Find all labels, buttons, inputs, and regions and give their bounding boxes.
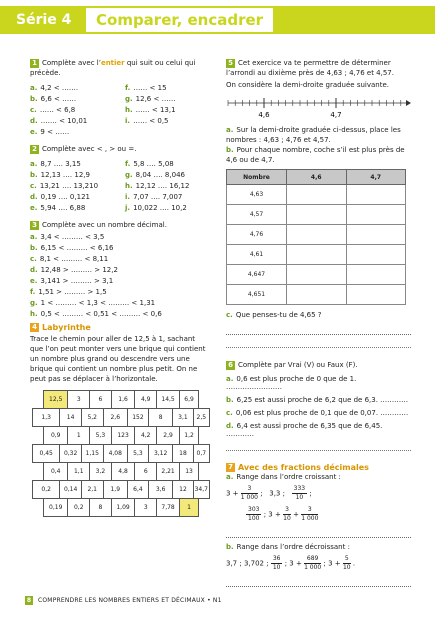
brick[interactable]: 12,5 bbox=[44, 391, 68, 409]
exercise-2-items bbox=[30, 157, 210, 215]
table-header: 4,7 bbox=[346, 170, 406, 185]
brick[interactable]: 3,12 bbox=[148, 445, 172, 463]
brick[interactable]: 3,1 bbox=[173, 409, 193, 427]
brick[interactable]: 0,7 bbox=[193, 445, 209, 463]
item-letter: c. bbox=[30, 106, 37, 114]
exercise-item bbox=[30, 160, 115, 168]
brick[interactable]: 6 bbox=[135, 463, 157, 481]
table-row bbox=[227, 185, 406, 205]
brick[interactable]: 7,78 bbox=[157, 499, 180, 517]
brick[interactable]: 1 bbox=[180, 499, 199, 517]
brick[interactable]: 0,32 bbox=[60, 445, 82, 463]
item-text: 12,48 > ……… > 12,2 bbox=[40, 266, 118, 274]
item-letter: h. bbox=[125, 182, 133, 190]
exercise-item bbox=[125, 182, 210, 190]
item-text: 0,06 est plus proche de 0,1 que de 0,07. ………… bbox=[235, 409, 409, 417]
page-title: Comparer, encadrer bbox=[86, 8, 273, 32]
answer-line bbox=[226, 326, 411, 335]
item-letter: h. bbox=[125, 106, 133, 114]
item-letter: c. bbox=[30, 255, 37, 263]
item-text: 9 < …… bbox=[40, 128, 70, 136]
exercise-number: 4 bbox=[30, 323, 39, 332]
exercise-4-title: Labyrinthe bbox=[42, 323, 91, 332]
tick-label-left: 4,6 bbox=[258, 111, 270, 119]
exercise-item bbox=[30, 128, 115, 136]
exercise-4 bbox=[30, 323, 210, 517]
question-c: Que penses-tu de 4,65 ? bbox=[235, 311, 322, 319]
separator bbox=[226, 347, 411, 348]
item-letter: b. bbox=[30, 95, 38, 103]
footer-text: COMPRENDRE LES NOMBRES ENTIERS ET DÉCIMAUX • N1 bbox=[38, 597, 222, 604]
brick[interactable]: 5,3 bbox=[127, 445, 148, 463]
item-text: 8,04 …. 8,046 bbox=[135, 171, 185, 179]
exercise-item bbox=[125, 171, 210, 179]
exercise-4-text: Trace le chemin pour aller de 12,5 à 1, sachant que l’on peut monter vers une brique qui contient un nombre plus grand ou descendre vers une brique qui contient un nombre plus petit. On ne peut pas se déplacer à l’horizontale. bbox=[30, 335, 206, 383]
question-a: Sur la demi-droite graduée ci-dessus, place les nombres : 4,63 ; 4,76 et 4,57. bbox=[226, 126, 401, 144]
exercise-item bbox=[30, 255, 210, 263]
item-letter: h. bbox=[30, 310, 38, 318]
item-letter: c. bbox=[226, 409, 233, 417]
proximity-table bbox=[226, 169, 406, 305]
item-letter: e. bbox=[30, 204, 38, 212]
question-a: Range dans l’ordre croissant : bbox=[236, 473, 341, 481]
brick[interactable]: 1,15 bbox=[81, 445, 103, 463]
brick[interactable]: 1,6 bbox=[111, 391, 135, 409]
exercise-item bbox=[30, 266, 210, 274]
item-text: 12,12 …. 16,12 bbox=[135, 182, 190, 190]
brick[interactable]: 2,1 bbox=[81, 481, 103, 499]
brick[interactable]: 8 bbox=[90, 499, 112, 517]
croissant-terms: 3 + $\frac{3}{1 000}$ ; 3,3 ; $\frac{333}{10}$ ; bbox=[226, 485, 312, 501]
exercise-item bbox=[125, 117, 210, 125]
exercise-2 bbox=[30, 144, 210, 215]
brick[interactable]: 0,2 bbox=[68, 499, 90, 517]
number-cell: 4,647 bbox=[227, 265, 287, 285]
item-letter: b. bbox=[30, 244, 38, 252]
item-letter: g. bbox=[125, 95, 133, 103]
item-letter: a. bbox=[226, 375, 234, 383]
check-cell-4-7[interactable] bbox=[346, 265, 406, 285]
exercise-6 bbox=[226, 360, 411, 438]
check-cell-4-7[interactable] bbox=[346, 245, 406, 265]
item-letter: i. bbox=[125, 117, 131, 125]
decroissant-terms: 3,7 ; 3,702 ; $\frac{36}{10}$ ; 3 + $\frac{689}{1 000}$ ; 3 + $\frac{5}{10}$ . bbox=[226, 555, 356, 571]
brick[interactable]: 3 bbox=[68, 391, 90, 409]
check-cell-4-6[interactable] bbox=[287, 205, 347, 225]
tick-label-right: 4,7 bbox=[330, 111, 342, 119]
item-letter: j. bbox=[125, 204, 131, 212]
exercise-item bbox=[125, 160, 210, 168]
brick[interactable]: 2,21 bbox=[157, 463, 180, 481]
brick[interactable]: 12 bbox=[173, 481, 193, 499]
exercise-item bbox=[30, 277, 210, 285]
item-text: 12,13 …. 12,9 bbox=[40, 171, 90, 179]
brick[interactable]: 1,1 bbox=[68, 463, 90, 481]
number-cell: 4,57 bbox=[227, 205, 287, 225]
exercise-2-instruction: Complète avec < , > ou =. bbox=[42, 145, 137, 153]
item-text: 13,21 …. 13,210 bbox=[39, 182, 99, 190]
brick[interactable]: 152 bbox=[127, 409, 148, 427]
brick[interactable]: 14 bbox=[60, 409, 82, 427]
brick[interactable]: 14,5 bbox=[157, 391, 180, 409]
brick[interactable]: 0,14 bbox=[60, 481, 82, 499]
item-text: 7,07 …. 7,007 bbox=[133, 193, 183, 201]
brick[interactable]: 0,9 bbox=[44, 427, 68, 445]
check-cell-4-6[interactable] bbox=[287, 265, 347, 285]
number-cell: 4,63 bbox=[227, 185, 287, 205]
number-cell: 4,651 bbox=[227, 285, 287, 305]
brick[interactable]: 5,2 bbox=[81, 409, 103, 427]
item-letter: f. bbox=[125, 160, 131, 168]
page-footer bbox=[25, 596, 222, 605]
item-text: 6,15 < ……… < 6,16 bbox=[40, 244, 114, 252]
number-line bbox=[226, 93, 411, 123]
brick[interactable]: 4,8 bbox=[111, 463, 135, 481]
item-text: 8,7 …. 3,15 bbox=[40, 160, 81, 168]
series-label: Série 4 bbox=[10, 10, 77, 30]
table-row bbox=[227, 265, 406, 285]
exercise-item bbox=[30, 288, 210, 296]
item-text: …… < 15 bbox=[133, 84, 167, 92]
check-cell-4-7[interactable] bbox=[346, 185, 406, 205]
brick[interactable]: 6 bbox=[90, 391, 112, 409]
item-text: 3,141 > ……… > 3,1 bbox=[40, 277, 114, 285]
answer-line bbox=[226, 529, 411, 538]
brick[interactable]: 2,9 bbox=[157, 427, 180, 445]
exercise-item bbox=[30, 244, 210, 252]
exercise-item bbox=[125, 95, 210, 103]
brick[interactable]: 2,5 bbox=[193, 409, 209, 427]
item-text: 5,8 …. 5,08 bbox=[133, 160, 174, 168]
brick[interactable]: 13 bbox=[180, 463, 199, 481]
check-cell-4-6[interactable] bbox=[287, 225, 347, 245]
exercise-1-items bbox=[30, 81, 210, 139]
exercise-number: 3 bbox=[30, 221, 39, 230]
brick[interactable]: 0,19 bbox=[44, 499, 68, 517]
item-letter: d. bbox=[30, 117, 38, 125]
left-column bbox=[30, 58, 210, 522]
brick[interactable]: 0,2 bbox=[33, 481, 60, 499]
item-letter: a. bbox=[30, 233, 38, 241]
number-line-intro: On considère la demi-droite graduée suivante. bbox=[226, 81, 390, 89]
item-letter: b. bbox=[226, 396, 234, 404]
item-letter: e. bbox=[30, 128, 38, 136]
item-letter: a. bbox=[30, 160, 38, 168]
separator bbox=[226, 450, 411, 451]
exercise-item bbox=[125, 204, 210, 212]
item-text: …… < 6,8 bbox=[39, 106, 76, 114]
brick[interactable]: 4,9 bbox=[135, 391, 157, 409]
number-cell: 4,76 bbox=[227, 225, 287, 245]
exercise-item bbox=[30, 95, 115, 103]
item-letter: f. bbox=[125, 84, 131, 92]
brick[interactable]: 3,6 bbox=[148, 481, 172, 499]
exercise-item bbox=[30, 193, 115, 201]
exercise-3-instruction: Complète avec un nombre décimal. bbox=[42, 221, 167, 229]
item-text: 1 < ……… < 1,3 < ……… < 1,31 bbox=[40, 299, 156, 307]
exercise-7-title: Avec des fractions décimales bbox=[238, 463, 369, 472]
item-text: 6,25 est aussi proche de 6,2 que de 6,3. ………… bbox=[236, 396, 409, 404]
item-text: …… < 13,1 bbox=[135, 106, 176, 114]
right-column bbox=[226, 58, 411, 592]
item-letter: b. bbox=[30, 171, 38, 179]
item-text: 6,6 < …… bbox=[40, 95, 77, 103]
item-letter: g. bbox=[125, 171, 133, 179]
exercise-item bbox=[30, 106, 115, 114]
brick[interactable]: 6,4 bbox=[127, 481, 148, 499]
table-header: 4,6 bbox=[287, 170, 347, 185]
answer-line bbox=[226, 578, 411, 587]
brick[interactable]: 1,09 bbox=[111, 499, 135, 517]
item-letter: a. bbox=[30, 84, 38, 92]
item-letter: f. bbox=[30, 288, 36, 296]
item-text: 10,022 …. 10,2 bbox=[133, 204, 187, 212]
brick[interactable]: 3,2 bbox=[90, 463, 112, 481]
item-text: 4,2 < ……. bbox=[40, 84, 79, 92]
exercise-item bbox=[30, 233, 210, 241]
item-text: 5,94 …. 6,88 bbox=[40, 204, 86, 212]
exercise-item bbox=[226, 396, 411, 404]
brick[interactable]: 8 bbox=[148, 409, 172, 427]
exercise-item bbox=[226, 422, 411, 438]
item-text: 8,1 < ……… < 8,11 bbox=[39, 255, 109, 263]
item-letter: e. bbox=[30, 277, 38, 285]
table-row bbox=[227, 245, 406, 265]
exercise-5-instruction: Cet exercice va te permettre de déterminer l’arrondi au dixième près de 4,63 ; 4,76 et 4,57. bbox=[226, 59, 394, 77]
brick[interactable]: 123 bbox=[111, 427, 135, 445]
exercise-item bbox=[30, 171, 115, 179]
exercise-item bbox=[30, 204, 115, 212]
item-text: 6,4 est aussi proche de 6,35 que de 6,45. ………… bbox=[226, 422, 383, 438]
brick[interactable]: 18 bbox=[173, 445, 193, 463]
brick[interactable]: 4,08 bbox=[103, 445, 127, 463]
exercise-item bbox=[30, 117, 115, 125]
exercise-number: 7 bbox=[226, 463, 235, 472]
item-text: 0,5 < ……… < 0,51 < ……… < 0,6 bbox=[40, 310, 162, 318]
exercise-item bbox=[30, 84, 115, 92]
exercise-7: 7 Avec des fractions décimales a. Range dans l’ordre croissant : 3 + $\frac{3}{1 000}$ ; 3,3 ; $\frac{333}{10}$ ; $\frac{303}{100}$ ; 3 + $\frac{3}{10}$ + $\frac{3}{1 000}$ b. Range dans l’ordre décroissant : 3,7 ; 3,702 ; $\frac{36}{10}$ ; 3 + $\frac{689}{1 000}$ ; 3 + $\frac{5}{10}$ . bbox=[226, 463, 411, 587]
number-cell: 4,61 bbox=[227, 245, 287, 265]
check-cell-4-6[interactable] bbox=[287, 185, 347, 205]
exercise-number: 6 bbox=[226, 361, 235, 370]
brick[interactable]: 2,6 bbox=[103, 409, 127, 427]
item-letter: g. bbox=[30, 299, 38, 307]
exercise-1 bbox=[30, 58, 210, 139]
croissant-terms-2: $\frac{303}{100}$ ; 3 + $\frac{3}{10}$ + $\frac{3}{1 000}$ bbox=[248, 506, 319, 522]
question-b: Range dans l’ordre décroissant : bbox=[236, 543, 350, 551]
brick[interactable]: 0,45 bbox=[33, 445, 60, 463]
item-letter: d. bbox=[30, 266, 38, 274]
item-letter: d. bbox=[226, 422, 234, 430]
brick[interactable]: 6,9 bbox=[180, 391, 199, 409]
item-letter: i. bbox=[125, 193, 131, 201]
check-cell-4-7[interactable] bbox=[346, 225, 406, 245]
check-cell-4-7[interactable] bbox=[346, 205, 406, 225]
brick[interactable]: 1,3 bbox=[33, 409, 60, 427]
check-cell-4-6[interactable] bbox=[287, 245, 347, 265]
item-text: 3,4 < ……… < 3,5 bbox=[40, 233, 105, 241]
check-cell-4-7[interactable] bbox=[346, 285, 406, 305]
exercise-6-items bbox=[226, 375, 411, 438]
exercise-6-instruction: Complète par Vrai (V) ou Faux (F). bbox=[238, 361, 358, 369]
item-text: 0,19 …. 0,121 bbox=[40, 193, 90, 201]
item-text: …… < 0,5 bbox=[133, 117, 169, 125]
exercise-number: 5 bbox=[226, 59, 235, 68]
item-text: 1,51 > ……… > 1,5 bbox=[38, 288, 107, 296]
exercise-item bbox=[30, 182, 115, 190]
check-cell-4-6[interactable] bbox=[287, 285, 347, 305]
brick[interactable]: 3 bbox=[135, 499, 157, 517]
table-header: Nombre bbox=[227, 170, 287, 185]
brick[interactable]: 1 bbox=[68, 427, 90, 445]
exercise-number: 1 bbox=[30, 59, 39, 68]
item-text: ……. < 10,01 bbox=[40, 117, 88, 125]
page-header bbox=[0, 0, 435, 40]
exercise-item bbox=[125, 106, 210, 114]
question-b: Pour chaque nombre, coche s’il est plus près de 4,6 ou de 4,7. bbox=[226, 146, 405, 164]
exercise-5: 5 Cet exercice va te permettre de déterminer l’arrondi au dixième près de 4,63 ; 4,76 et 4,57. On considère la demi-droite graduée suivante. 4,6 4,7 a. Sur la demi-droite graduée ci-dessus, place les nombres : 4,63 ; 4,76 et 4,57. b. Pour chaque nombre, coche s’il est plus près de 4,6 ou de 4,7. Nombre 4,6 4,7 4,63 4,57 4,76 4,61 4,647 4,651 c. Que penses-tu de 4,65 ? bbox=[226, 58, 411, 335]
exercise-item bbox=[125, 193, 210, 201]
brick[interactable]: 0,4 bbox=[44, 463, 68, 481]
table-row bbox=[227, 225, 406, 245]
item-letter: c. bbox=[30, 182, 37, 190]
brick[interactable]: 1,9 bbox=[103, 481, 127, 499]
brick-maze bbox=[32, 390, 210, 517]
exercise-item bbox=[226, 375, 411, 391]
exercise-item bbox=[30, 310, 210, 318]
exercise-item bbox=[30, 299, 210, 307]
page-number: 8 bbox=[26, 597, 32, 604]
exercise-3-items bbox=[30, 233, 210, 318]
item-letter: d. bbox=[30, 193, 38, 201]
exercise-3 bbox=[30, 220, 210, 318]
exercise-number: 2 bbox=[30, 145, 39, 154]
brick[interactable]: 4,2 bbox=[135, 427, 157, 445]
brick[interactable]: 1,2 bbox=[180, 427, 199, 445]
item-text: 12,6 < …… bbox=[135, 95, 176, 103]
exercise-item bbox=[125, 84, 210, 92]
exercise-1-instruction: 1 Complète avec l’entier qui suit ou celui qui précède. bbox=[30, 58, 196, 77]
item-text: 0,6 est plus proche de 0 que de 1. …………………… bbox=[226, 375, 357, 391]
brick[interactable]: 5,3 bbox=[90, 427, 112, 445]
table-row bbox=[227, 285, 406, 305]
table-row bbox=[227, 205, 406, 225]
brick[interactable]: 34,7 bbox=[193, 481, 209, 499]
exercise-item bbox=[226, 409, 411, 417]
